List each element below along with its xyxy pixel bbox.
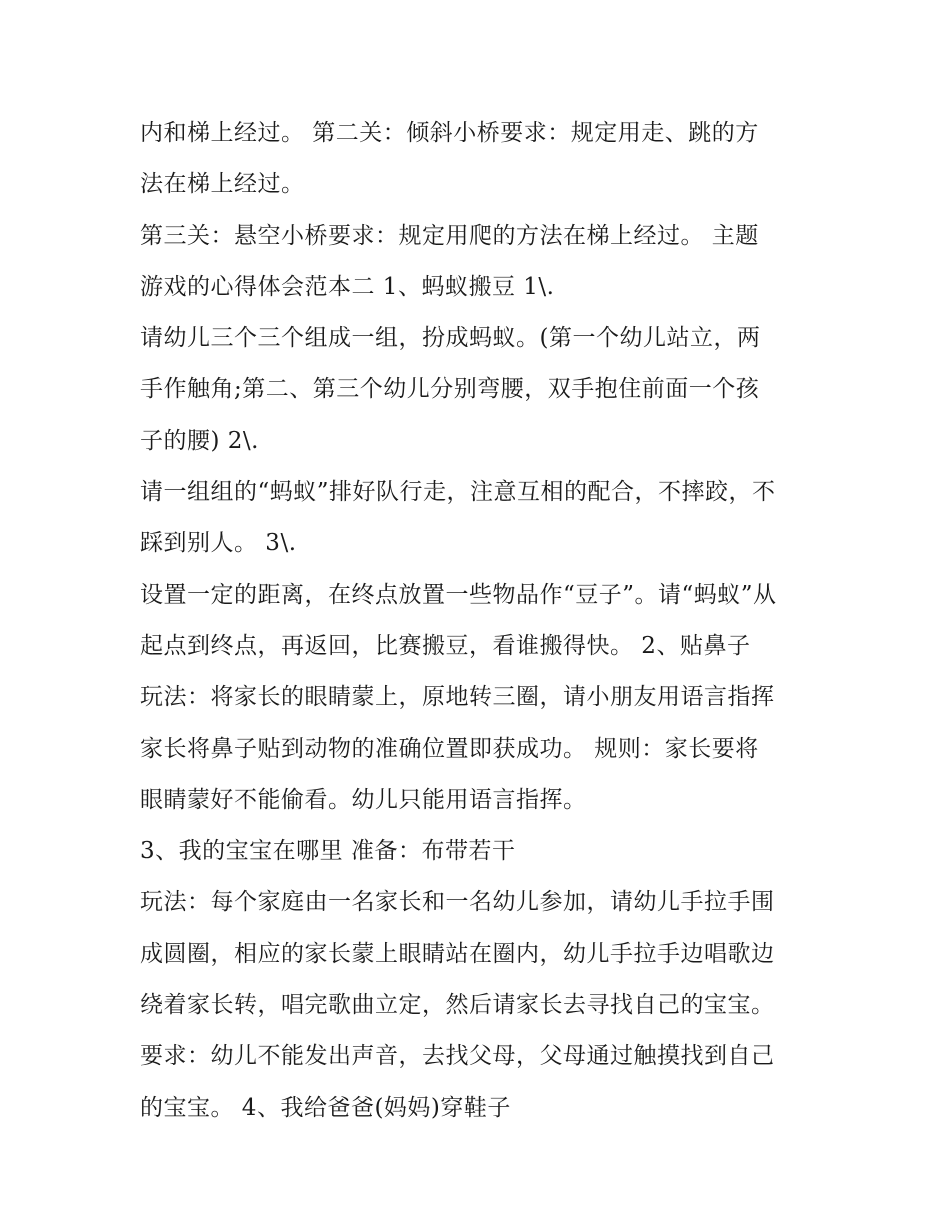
- text-line: 玩法：每个家庭由一名家长和一名幼儿参加，请幼儿手拉手围: [140, 889, 775, 916]
- text-line: 手作触角;第二、第三个幼儿分别弯腰，双手抱住前面一个孩: [140, 376, 760, 403]
- text-line: 成圆圈，相应的家长蒙上眼睛站在圈内，幼儿手拉手边唱歌边: [140, 940, 775, 967]
- text-line: 子的腰) 2\.: [140, 427, 259, 454]
- text-line: 游戏的心得体会范本二 1、蚂蚁搬豆 1\.: [140, 273, 555, 300]
- text-line: 法在梯上经过。: [140, 171, 305, 198]
- text-line: 绕着家长转，唱完歌曲立定，然后请家长去寻找自己的宝宝。: [140, 992, 775, 1019]
- text-line: 内和梯上经过。 第二关：倾斜小桥要求：规定用走、跳的方: [140, 120, 759, 146]
- text-line: 起点到终点，再返回，比赛搬豆，看谁搬得快。 2、贴鼻子: [140, 632, 751, 659]
- text-line: 眼睛蒙好不能偷看。幼儿只能用语言指挥。: [140, 786, 587, 813]
- text-line: 请幼儿三个三个组成一组，扮成蚂蚁。(第一个幼儿站立，两: [140, 325, 761, 352]
- text-line: 家长将鼻子贴到动物的准确位置即获成功。 规则：家长要将: [140, 735, 759, 762]
- text-line: 3、我的宝宝在哪里 准备：布带若干: [140, 838, 516, 865]
- text-line: 第三关：悬空小桥要求：规定用爬的方法在梯上经过。 主题: [140, 222, 759, 249]
- text-line: 请一组组的“蚂蚁”排好队行走，注意互相的配合，不摔跤，不: [140, 479, 776, 506]
- text-line: 踩到别人。 3\.: [140, 530, 297, 557]
- text-line: 的宝宝。 4、我给爸爸(妈妈)穿鞋子: [140, 1094, 511, 1121]
- text-line: 玩法：将家长的眼睛蒙上，原地转三圈，请小朋友用语言指挥: [140, 684, 775, 711]
- text-line: 设置一定的距离，在终点放置一些物品作“豆子”。请“蚂蚁”从: [140, 581, 777, 608]
- body-text: [140, 108, 820, 1134]
- text-line: 要求：幼儿不能发出声音，去找父母，父母通过触摸找到自己: [140, 1043, 775, 1070]
